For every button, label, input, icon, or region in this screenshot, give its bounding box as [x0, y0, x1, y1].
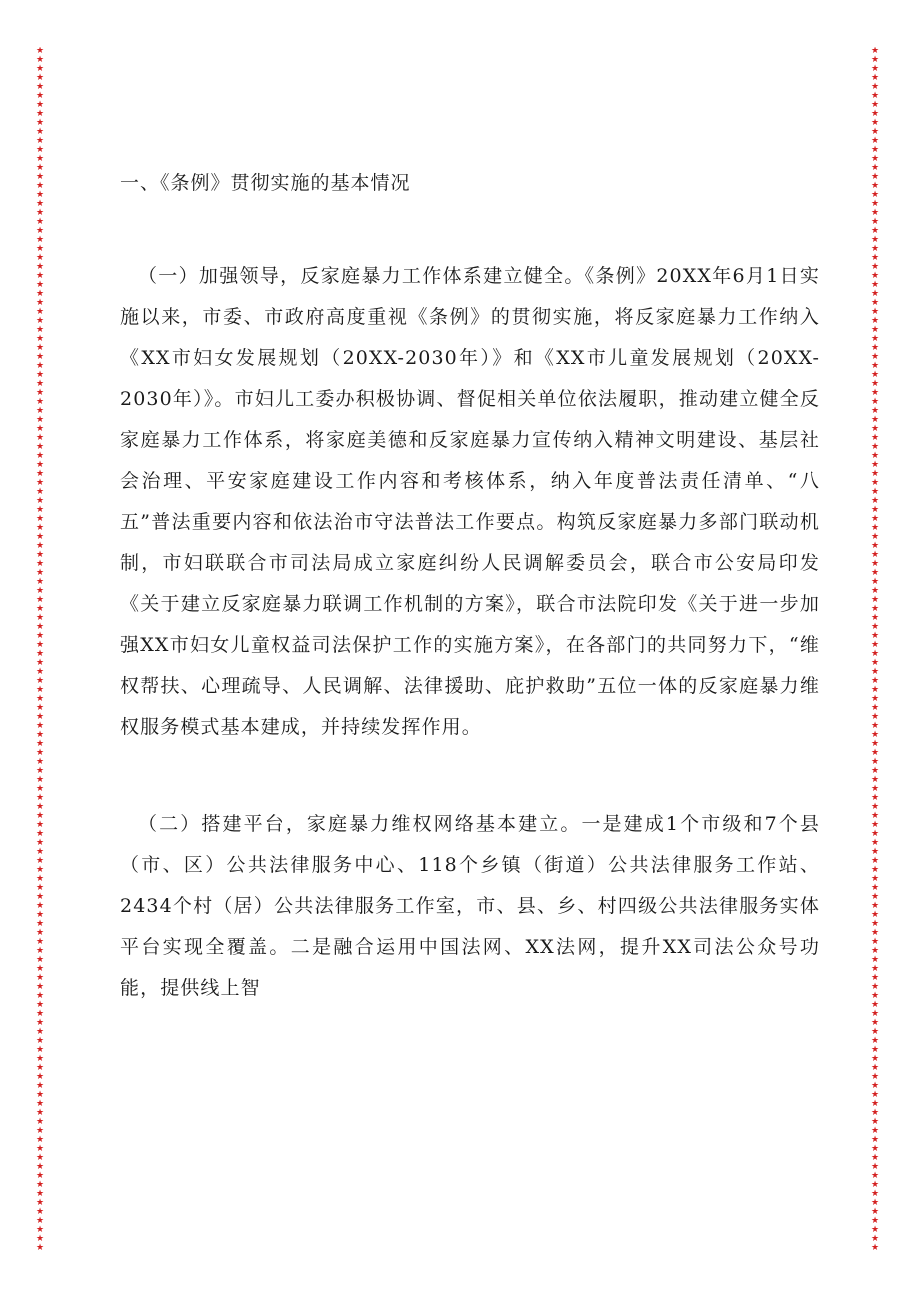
star-icon: ★ — [35, 712, 45, 722]
star-icon: ★ — [870, 1198, 880, 1208]
star-icon: ★ — [35, 190, 45, 200]
star-icon: ★ — [35, 721, 45, 731]
star-icon: ★ — [870, 442, 880, 452]
star-icon: ★ — [870, 487, 880, 497]
star-icon: ★ — [870, 829, 880, 839]
star-icon: ★ — [870, 415, 880, 425]
star-icon: ★ — [35, 685, 45, 695]
star-icon: ★ — [870, 694, 880, 704]
star-icon: ★ — [870, 847, 880, 857]
star-icon: ★ — [35, 469, 45, 479]
star-icon: ★ — [35, 883, 45, 893]
star-icon: ★ — [870, 685, 880, 695]
star-icon: ★ — [35, 379, 45, 389]
star-icon: ★ — [870, 640, 880, 650]
star-icon: ★ — [870, 316, 880, 326]
star-icon: ★ — [870, 1189, 880, 1199]
star-icon: ★ — [35, 172, 45, 182]
star-icon: ★ — [35, 280, 45, 290]
star-icon: ★ — [870, 208, 880, 218]
star-icon: ★ — [870, 271, 880, 281]
star-icon: ★ — [35, 1189, 45, 1199]
star-icon: ★ — [35, 127, 45, 137]
star-icon: ★ — [35, 424, 45, 434]
star-icon: ★ — [35, 730, 45, 740]
star-icon: ★ — [35, 1090, 45, 1100]
star-icon: ★ — [870, 532, 880, 542]
star-icon: ★ — [870, 136, 880, 146]
star-icon: ★ — [35, 928, 45, 938]
star-icon: ★ — [35, 451, 45, 461]
star-icon: ★ — [35, 577, 45, 587]
star-icon: ★ — [35, 298, 45, 308]
star-icon: ★ — [35, 1081, 45, 1091]
left-star-border — [34, 47, 46, 1255]
star-icon: ★ — [35, 307, 45, 317]
star-icon: ★ — [870, 721, 880, 731]
star-icon: ★ — [870, 1234, 880, 1244]
star-icon: ★ — [870, 253, 880, 263]
star-icon: ★ — [870, 1000, 880, 1010]
star-icon: ★ — [870, 775, 880, 785]
star-icon: ★ — [35, 433, 45, 443]
star-icon: ★ — [870, 118, 880, 128]
star-icon: ★ — [35, 406, 45, 416]
star-icon: ★ — [870, 280, 880, 290]
star-icon: ★ — [870, 613, 880, 623]
star-icon: ★ — [35, 631, 45, 641]
star-icon: ★ — [35, 208, 45, 218]
star-icon: ★ — [35, 1000, 45, 1010]
star-icon: ★ — [35, 415, 45, 425]
star-icon: ★ — [35, 154, 45, 164]
star-icon: ★ — [870, 667, 880, 677]
star-icon: ★ — [870, 955, 880, 965]
star-icon: ★ — [35, 676, 45, 686]
star-icon: ★ — [35, 703, 45, 713]
star-icon: ★ — [35, 1054, 45, 1064]
star-icon: ★ — [870, 811, 880, 821]
star-icon: ★ — [870, 1054, 880, 1064]
star-icon: ★ — [35, 55, 45, 65]
star-icon: ★ — [35, 550, 45, 560]
star-icon: ★ — [35, 1144, 45, 1154]
star-icon: ★ — [35, 47, 45, 56]
star-icon: ★ — [35, 874, 45, 884]
star-icon: ★ — [870, 766, 880, 776]
star-icon: ★ — [35, 991, 45, 1001]
star-icon: ★ — [35, 352, 45, 362]
star-icon: ★ — [35, 1027, 45, 1037]
star-icon: ★ — [35, 820, 45, 830]
star-icon: ★ — [870, 991, 880, 1001]
star-icon: ★ — [35, 604, 45, 614]
star-icon: ★ — [35, 1198, 45, 1208]
star-icon: ★ — [35, 397, 45, 407]
star-icon: ★ — [870, 1171, 880, 1181]
star-icon: ★ — [870, 649, 880, 659]
star-icon: ★ — [35, 1045, 45, 1055]
star-icon: ★ — [870, 865, 880, 875]
star-icon: ★ — [35, 946, 45, 956]
star-icon: ★ — [35, 919, 45, 929]
star-icon: ★ — [870, 1144, 880, 1154]
star-icon: ★ — [870, 73, 880, 83]
star-icon: ★ — [870, 388, 880, 398]
star-icon: ★ — [35, 1063, 45, 1073]
star-icon: ★ — [35, 1126, 45, 1136]
star-icon: ★ — [35, 658, 45, 668]
star-icon: ★ — [870, 496, 880, 506]
star-icon: ★ — [35, 1072, 45, 1082]
star-icon: ★ — [870, 55, 880, 65]
star-icon: ★ — [870, 982, 880, 992]
star-icon: ★ — [870, 1225, 880, 1235]
star-icon: ★ — [35, 361, 45, 371]
star-icon: ★ — [35, 1243, 45, 1253]
star-icon: ★ — [870, 451, 880, 461]
star-icon: ★ — [870, 505, 880, 515]
star-icon: ★ — [35, 1162, 45, 1172]
star-icon: ★ — [35, 91, 45, 101]
star-icon: ★ — [35, 1108, 45, 1118]
star-icon: ★ — [870, 226, 880, 236]
star-icon: ★ — [35, 217, 45, 227]
star-icon: ★ — [870, 361, 880, 371]
star-icon: ★ — [870, 397, 880, 407]
star-icon: ★ — [35, 235, 45, 245]
star-icon: ★ — [35, 811, 45, 821]
star-icon: ★ — [870, 595, 880, 605]
star-icon: ★ — [35, 82, 45, 92]
star-icon: ★ — [870, 1108, 880, 1118]
star-icon: ★ — [870, 937, 880, 947]
star-icon: ★ — [35, 964, 45, 974]
star-icon: ★ — [870, 973, 880, 983]
star-icon: ★ — [35, 343, 45, 353]
star-icon: ★ — [870, 1135, 880, 1145]
star-icon: ★ — [35, 1009, 45, 1019]
star-icon: ★ — [870, 703, 880, 713]
star-icon: ★ — [870, 1207, 880, 1217]
star-icon: ★ — [870, 1081, 880, 1091]
star-icon: ★ — [870, 190, 880, 200]
star-icon: ★ — [870, 910, 880, 920]
star-icon: ★ — [35, 244, 45, 254]
star-icon: ★ — [35, 1018, 45, 1028]
star-icon: ★ — [35, 955, 45, 965]
star-icon: ★ — [870, 757, 880, 767]
star-icon: ★ — [35, 856, 45, 866]
star-icon: ★ — [870, 793, 880, 803]
star-icon: ★ — [35, 487, 45, 497]
star-icon: ★ — [870, 82, 880, 92]
star-icon: ★ — [870, 154, 880, 164]
star-icon: ★ — [870, 712, 880, 722]
star-icon: ★ — [35, 181, 45, 191]
star-icon: ★ — [870, 100, 880, 110]
star-icon: ★ — [35, 145, 45, 155]
star-icon: ★ — [35, 532, 45, 542]
right-star-border — [869, 47, 881, 1255]
star-icon: ★ — [35, 595, 45, 605]
star-icon: ★ — [35, 478, 45, 488]
star-icon: ★ — [870, 604, 880, 614]
star-icon: ★ — [35, 1117, 45, 1127]
star-icon: ★ — [35, 937, 45, 947]
star-icon: ★ — [35, 1099, 45, 1109]
star-icon: ★ — [35, 667, 45, 677]
star-icon: ★ — [35, 316, 45, 326]
star-icon: ★ — [870, 1018, 880, 1028]
star-icon: ★ — [870, 325, 880, 335]
star-icon: ★ — [870, 109, 880, 119]
star-icon: ★ — [870, 928, 880, 938]
star-icon: ★ — [35, 199, 45, 209]
star-icon: ★ — [35, 694, 45, 704]
star-icon: ★ — [35, 262, 45, 272]
star-icon: ★ — [870, 739, 880, 749]
star-icon: ★ — [870, 1027, 880, 1037]
star-icon: ★ — [35, 640, 45, 650]
star-icon: ★ — [870, 730, 880, 740]
star-icon: ★ — [35, 829, 45, 839]
star-icon: ★ — [35, 847, 45, 857]
star-icon: ★ — [35, 136, 45, 146]
star-icon: ★ — [35, 1153, 45, 1163]
star-icon: ★ — [35, 910, 45, 920]
star-icon: ★ — [35, 253, 45, 263]
star-icon: ★ — [870, 1072, 880, 1082]
star-icon: ★ — [35, 865, 45, 875]
star-icon: ★ — [870, 1117, 880, 1127]
star-icon: ★ — [870, 1063, 880, 1073]
star-icon: ★ — [35, 775, 45, 785]
star-icon: ★ — [35, 757, 45, 767]
star-icon: ★ — [35, 649, 45, 659]
star-icon: ★ — [870, 478, 880, 488]
star-icon: ★ — [870, 199, 880, 209]
star-icon: ★ — [35, 748, 45, 758]
star-icon: ★ — [870, 379, 880, 389]
star-icon: ★ — [35, 766, 45, 776]
star-icon: ★ — [870, 64, 880, 74]
star-icon: ★ — [35, 1180, 45, 1190]
star-icon: ★ — [870, 622, 880, 632]
star-icon: ★ — [35, 1171, 45, 1181]
star-icon: ★ — [870, 838, 880, 848]
star-icon: ★ — [35, 100, 45, 110]
star-icon: ★ — [870, 163, 880, 173]
star-icon: ★ — [870, 334, 880, 344]
star-icon: ★ — [870, 514, 880, 524]
star-icon: ★ — [35, 64, 45, 74]
star-icon: ★ — [870, 262, 880, 272]
star-icon: ★ — [870, 883, 880, 893]
star-icon: ★ — [870, 523, 880, 533]
star-icon: ★ — [35, 622, 45, 632]
star-icon: ★ — [870, 820, 880, 830]
star-icon: ★ — [35, 514, 45, 524]
star-icon: ★ — [35, 73, 45, 83]
star-icon: ★ — [35, 334, 45, 344]
star-icon: ★ — [870, 1036, 880, 1046]
star-icon: ★ — [35, 109, 45, 119]
star-icon: ★ — [870, 748, 880, 758]
star-icon: ★ — [35, 370, 45, 380]
star-icon: ★ — [870, 784, 880, 794]
star-icon: ★ — [870, 145, 880, 155]
star-icon: ★ — [870, 577, 880, 587]
star-icon: ★ — [870, 47, 880, 56]
star-icon: ★ — [870, 1126, 880, 1136]
star-icon: ★ — [35, 325, 45, 335]
star-icon: ★ — [870, 172, 880, 182]
star-icon: ★ — [870, 892, 880, 902]
star-icon: ★ — [870, 1162, 880, 1172]
star-icon: ★ — [35, 568, 45, 578]
star-icon: ★ — [870, 244, 880, 254]
star-icon: ★ — [870, 91, 880, 101]
star-icon: ★ — [870, 127, 880, 137]
star-icon: ★ — [35, 388, 45, 398]
star-icon: ★ — [35, 118, 45, 128]
star-icon: ★ — [870, 1009, 880, 1019]
star-icon: ★ — [870, 1216, 880, 1226]
star-icon: ★ — [35, 1207, 45, 1217]
star-icon: ★ — [870, 586, 880, 596]
star-icon: ★ — [870, 856, 880, 866]
star-icon: ★ — [35, 739, 45, 749]
star-icon: ★ — [870, 550, 880, 560]
star-icon: ★ — [35, 1225, 45, 1235]
star-icon: ★ — [35, 559, 45, 569]
star-icon: ★ — [870, 235, 880, 245]
star-icon: ★ — [870, 1243, 880, 1253]
star-icon: ★ — [35, 460, 45, 470]
star-icon: ★ — [870, 964, 880, 974]
star-icon: ★ — [870, 406, 880, 416]
star-icon: ★ — [870, 424, 880, 434]
star-icon: ★ — [870, 298, 880, 308]
star-icon: ★ — [35, 1234, 45, 1244]
star-icon: ★ — [870, 469, 880, 479]
star-icon: ★ — [870, 802, 880, 812]
star-icon: ★ — [870, 217, 880, 227]
star-icon: ★ — [35, 901, 45, 911]
star-icon: ★ — [870, 1180, 880, 1190]
star-icon: ★ — [35, 271, 45, 281]
star-icon: ★ — [35, 838, 45, 848]
star-icon: ★ — [870, 181, 880, 191]
star-icon: ★ — [870, 919, 880, 929]
star-icon: ★ — [870, 1099, 880, 1109]
star-icon: ★ — [870, 946, 880, 956]
star-icon: ★ — [870, 541, 880, 551]
star-icon: ★ — [870, 1045, 880, 1055]
star-icon: ★ — [870, 343, 880, 353]
star-icon: ★ — [35, 505, 45, 515]
star-icon: ★ — [870, 874, 880, 884]
star-icon: ★ — [870, 460, 880, 470]
star-icon: ★ — [870, 289, 880, 299]
star-icon: ★ — [870, 433, 880, 443]
star-icon: ★ — [35, 784, 45, 794]
star-icon: ★ — [870, 631, 880, 641]
star-icon: ★ — [870, 901, 880, 911]
paragraph-1: （一）加强领导，反家庭暴力工作体系建立健全。《条例》20XX年6月1日实施以来，市委、市政府高度重视《条例》的贯彻实施，将反家庭暴力工作纳入《XX市妇女发展规划（20XX-2030年）》和《XX市儿童发展规划（20XX-2030年）》。市妇儿工委办积极协调、督促相关单位依法履职，推动建立健全反家庭暴力工作体系，将家庭美德和反家庭暴力宣传纳入精神文明建设、基层社会治理、平安家庭建设工作内容和考核体系，纳入年度普法责任清单、“八五”普法重要内容和依法治市守法普法工作要点。构筑反家庭暴力多部门联动机制，市妇联联合市司法局成立家庭纠纷人民调解委员会，联合市公安局印发《关于建立反家庭暴力联调工作机制的方案》，联合市法院印发《关于进一步加强XX市妇女儿童权益司法保护工作的实施方案》，在各部门的共同努力下，“维权帮扶、心理疏导、人民调解、法律援助、庇护救助”五位一体的反家庭暴力维权服务模式基本建成，并持续发挥作用。 — [120, 265, 820, 738]
star-icon: ★ — [35, 289, 45, 299]
star-icon: ★ — [870, 568, 880, 578]
star-icon: ★ — [35, 802, 45, 812]
star-icon: ★ — [35, 496, 45, 506]
star-icon: ★ — [35, 1135, 45, 1145]
star-icon: ★ — [35, 163, 45, 173]
star-icon: ★ — [870, 676, 880, 686]
star-icon: ★ — [35, 586, 45, 596]
star-icon: ★ — [35, 1216, 45, 1226]
star-icon: ★ — [35, 541, 45, 551]
star-icon: ★ — [35, 973, 45, 983]
star-icon: ★ — [35, 226, 45, 236]
star-icon: ★ — [870, 352, 880, 362]
star-icon: ★ — [870, 370, 880, 380]
star-icon: ★ — [870, 1090, 880, 1100]
star-icon: ★ — [35, 1036, 45, 1046]
section-heading: 一、《条例》贯彻实施的基本情况 — [120, 172, 411, 194]
paragraph-2: （二）搭建平台，家庭暴力维权网络基本建立。一是建成1个市级和7个县（市、区）公共法律服务中心、118个乡镇（街道）公共法律服务工作站、2434个村（居）公共法律服务工作室，市、县、乡、村四级公共法律服务实体平台实现全覆盖。二是融合运用中国法网、XX法网，提升XX司法公众号功能，提供线上智 — [120, 813, 820, 999]
star-icon: ★ — [35, 442, 45, 452]
star-icon: ★ — [870, 1153, 880, 1163]
star-icon: ★ — [35, 892, 45, 902]
star-icon: ★ — [35, 793, 45, 803]
star-icon: ★ — [35, 523, 45, 533]
document-body — [120, 158, 820, 1009]
star-icon: ★ — [35, 613, 45, 623]
star-icon: ★ — [870, 307, 880, 317]
star-icon: ★ — [870, 658, 880, 668]
star-icon: ★ — [35, 982, 45, 992]
star-icon: ★ — [870, 559, 880, 569]
